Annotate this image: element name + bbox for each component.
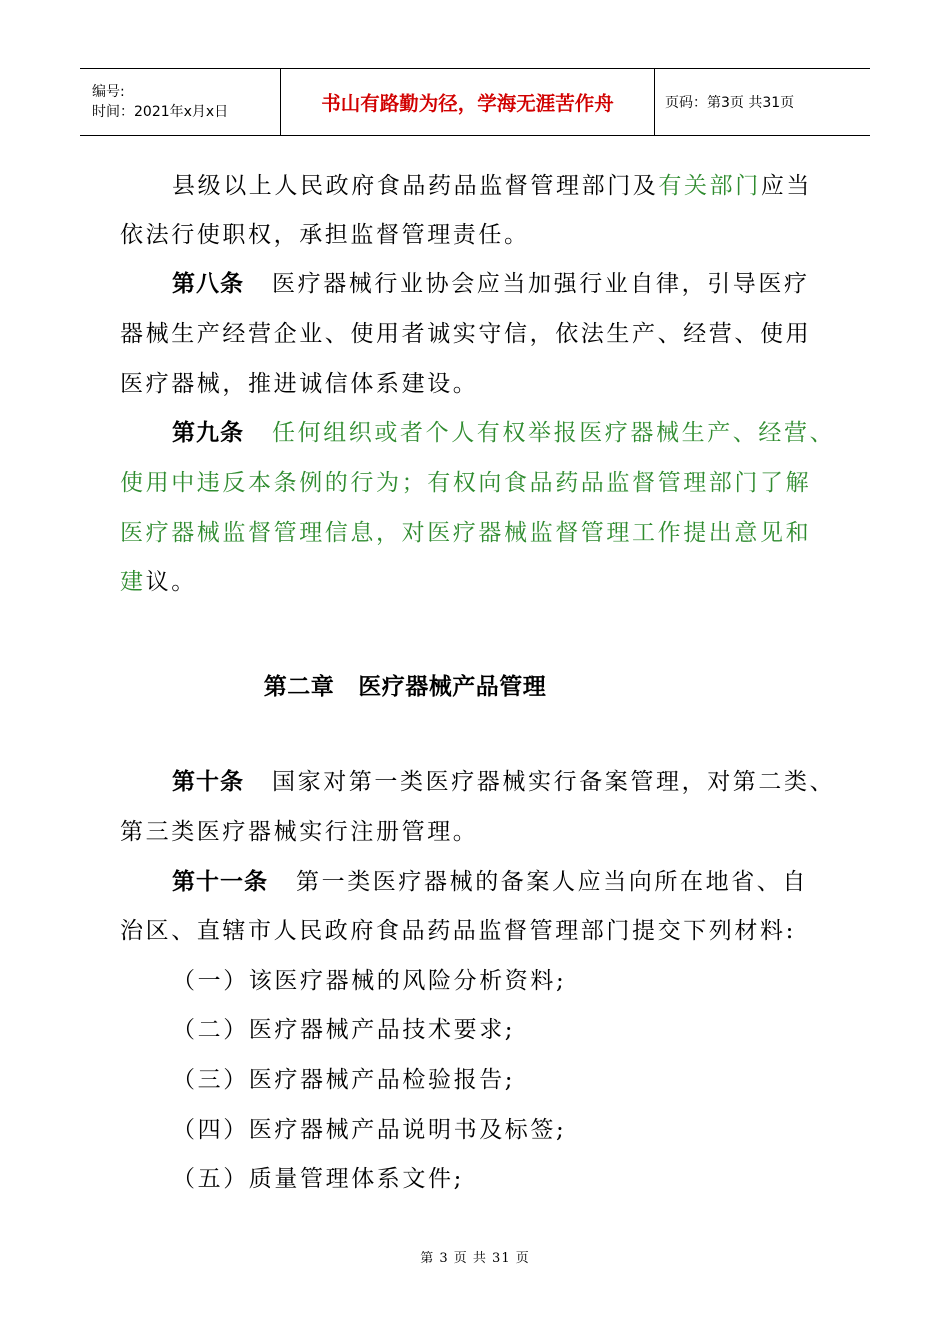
article-10-title: 第十条	[172, 769, 244, 795]
paragraph-line: 医疗器械，推进诚信体系建设。	[120, 371, 479, 397]
paragraph-line	[172, 171, 812, 201]
document-number-label: 编号:	[92, 84, 125, 100]
article-11-title: 第十一条	[172, 869, 268, 895]
list-item: （二）医疗器械产品技术要求;	[172, 1017, 516, 1043]
highlighted-text: 有关部门	[658, 173, 761, 199]
paragraph-line: 使用中违反本条例的行为；有权向食品药品监督管理部门了解	[120, 470, 812, 496]
highlighted-text: 任何组织或者个人有权举报医疗器械生产、经营、	[272, 420, 836, 446]
highlighted-text: 建	[120, 569, 146, 595]
paragraph-line	[120, 567, 197, 597]
list-item: （四）医疗器械产品说明书及标签;	[172, 1117, 567, 1143]
article-11-line	[172, 867, 808, 897]
paragraph-line: 器械生产经营企业、使用者诚实守信，依法生产、经营、使用	[120, 321, 812, 347]
text-segment: 县级以上人民政府食品药品监督管理部门及	[172, 173, 659, 199]
paragraph-line: 医疗器械监督管理信息，对医疗器械监督管理工作提出意见和	[120, 520, 812, 546]
header-motto	[281, 69, 655, 135]
chapter-number: 第二章	[263, 674, 335, 700]
text-segment: 医疗器械行业协会应当加强行业自律，引导医疗	[272, 271, 810, 297]
article-8-line	[172, 269, 810, 299]
chapter-heading	[0, 668, 810, 701]
page-footer: 第 3 页 共 31 页	[420, 1251, 530, 1266]
article-9-line	[172, 418, 835, 448]
list-item: （一）该医疗器械的风险分析资料;	[172, 968, 567, 994]
article-9-title: 第九条	[172, 420, 244, 446]
document-time-label: 时间：2021年x月x日	[92, 104, 229, 120]
list-item: （三）医疗器械产品检验报告;	[172, 1067, 516, 1093]
page-header	[80, 68, 870, 136]
header-meta	[80, 69, 281, 135]
text-segment: 第一类医疗器械的备案人应当向所在地省、自	[296, 869, 808, 895]
paragraph-line: 依法行使职权，承担监督管理责任。	[120, 222, 530, 248]
text-segment: 国家对第一类医疗器械实行备案管理，对第二类、	[272, 769, 836, 795]
list-item: （五）质量管理体系文件;	[172, 1166, 464, 1192]
article-10-line	[172, 767, 835, 797]
text-segment: 应当	[760, 173, 813, 199]
motto-text: 书山有路勤为径，学海无涯苦作舟	[321, 92, 614, 115]
chapter-title: 医疗器械产品管理	[358, 674, 547, 700]
header-page-number: 页码：第3页 共31页	[665, 95, 795, 111]
article-8-title: 第八条	[172, 271, 244, 297]
paragraph-line: 治区、直辖市人民政府食品药品监督管理部门提交下列材料:	[120, 918, 796, 944]
text-segment: 议。	[145, 569, 197, 595]
paragraph-line: 第三类医疗器械实行注册管理。	[120, 819, 479, 845]
header-page-info	[655, 69, 870, 135]
